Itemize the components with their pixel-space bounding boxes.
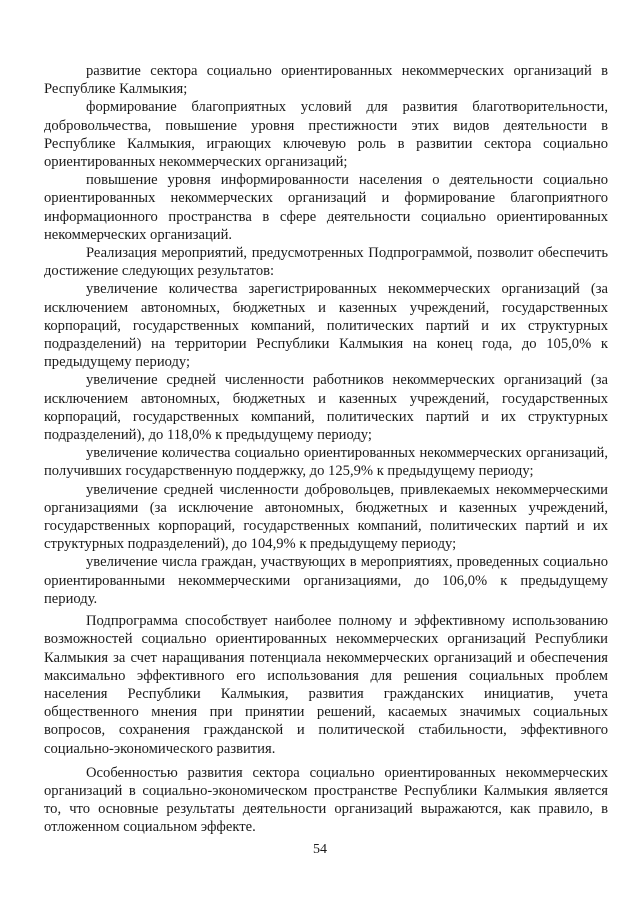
paragraph-goal-sector-development: развитие сектора социально ориентированных некоммерческих организаций в Республике Калмыкия; [44,63,608,98]
paragraph-result-volunteers: увеличение средней численности добровольцев, привлекаемых некоммерческими организациями (за исключение автономных, бюджетных и казенных учреждений, государственных корпораций, государственных компаний, политических партий и их структурных подразделений), до 104,9% к предыдущему периоду; [44,481,608,553]
paragraph-sector-specifics: Особенностью развития сектора социально ориентированных некоммерческих организаций в социально-экономическом пространстве Республики Калмыкия является то, что основные результаты деятельности организаций выражаются, как правило, в отложенном социальном эффекте. [44,764,608,836]
document-page [44,62,608,837]
paragraph-result-state-support: увеличение количества социально ориентированных некоммерческих организаций, получивших государственную поддержку, до 125,9% к предыдущему периоду; [44,445,608,480]
paragraph-subprogram-contribution: Подпрограмма способствует наиболее полному и эффективному использованию возможностей социально ориентированных некоммерческих организаций Республики Калмыкия за счет наращивания потенциала некоммерческих организаций и обеспечения максимально эффективного его использования для решения социальных проблем населения Республики Калмыкия, развития гражданских инициатив, учета общественного мнения при принятии решений, касаемых значимых социальных вопросов, сохранения гражданской и политической стабильности, эффективного социально-экономического развития. [44,613,608,757]
paragraph-results-intro: Реализация мероприятий, предусмотренных Подпрограммой, позволит обеспечить достижение следующих результатов: [44,245,608,280]
paragraph-goal-awareness: повышение уровня информированности населения о деятельности социально ориентированных некоммерческих организаций и формирование благоприятного информационного пространства в сфере деятельности социально ориентированных некоммерческих организаций. [44,172,608,243]
paragraph-goal-favorable-conditions: формирование благоприятных условий для развития благотворительности, добровольчества, повышение уровня престижности этих видов деятельности в Республике Калмыкия, играющих ключевую роль в развитии сектора социально ориентированных некоммерческих организаций; [44,99,608,171]
paragraph-result-employees: увеличение средней численности работников некоммерческих организаций (за исключением автономных, бюджетных и казенных учреждений, государственных корпораций, государственных компаний, политических партий и их структурных подразделений), до 118,0% к предыдущему периоду; [44,372,608,444]
paragraph-result-registered-nco: увеличение количества зарегистрированных некоммерческих организаций (за исключением автономных, бюджетных и казенных учреждений, государственных корпораций, государственных компаний, политических партий и их структурных подразделений) на территории Республики Калмыкия на конец года, до 105,0% к предыдущему периоду; [44,281,608,371]
paragraph-result-citizens: увеличение числа граждан, участвующих в мероприятиях, проведенных социально ориентированными некоммерческими организациями, до 106,0% к предыдущему периоду. [44,554,608,607]
page-number: 54 [313,842,327,857]
